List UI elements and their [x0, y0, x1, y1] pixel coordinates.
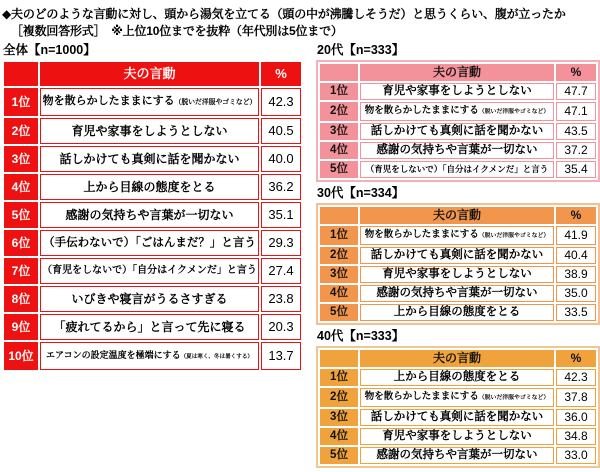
percent-cell: 47.1: [556, 102, 596, 121]
percent-cell: 33.0: [556, 447, 596, 464]
title-line1: ◆夫のどのような言動に対し、頭から湯気を立てる（頭の中が沸騰しそうだ）と思うくらい、腹が立ったか: [2, 7, 566, 21]
rank-cell: 8位: [4, 286, 38, 312]
table-body: [4, 88, 301, 370]
table-body: [320, 226, 596, 321]
age30-section: [316, 186, 600, 325]
rank-cell: 3位: [320, 409, 358, 426]
percent-cell: 27.4: [261, 258, 301, 284]
behavior-cell: 感謝の気持ちや言葉が一切ない: [40, 202, 259, 228]
age30-ranking-table: [316, 203, 600, 325]
rank-cell: 6位: [4, 230, 38, 256]
rank-cell: 1位: [320, 369, 358, 386]
rank-cell: 3位: [320, 266, 358, 283]
behavior-cell: （手伝わないで）「ごはんまだ？」と言う: [40, 230, 259, 256]
behavior-cell: （育児をしないで）「自分はイクメンだ」と言う: [40, 258, 259, 284]
rank-cell: 4位: [4, 174, 38, 200]
behavior-cell: 感謝の気持ちや言葉が一切ない: [360, 285, 554, 302]
rank-cell: 2位: [320, 102, 358, 121]
age20-label: 20代【n=333】: [317, 43, 405, 57]
table-row: [320, 142, 596, 159]
percent-cell: 42.3: [556, 369, 596, 386]
percent-cell: 29.3: [261, 230, 301, 256]
behavior-cell: 上から目線の態度をとる: [360, 369, 554, 386]
percent-cell: 41.9: [556, 226, 596, 245]
percent-cell: 35.0: [556, 285, 596, 302]
table-row: [320, 285, 596, 302]
behavior-cell: 上から目線の態度をとる: [40, 174, 259, 200]
percent-cell: 20.3: [261, 314, 301, 340]
behavior-cell: 感謝の気持ちや言葉が一切ない: [360, 447, 554, 464]
age30-label: 30代【n=334】: [317, 186, 405, 200]
overall-section: [2, 43, 303, 472]
behavior-cell: 物を散らかしたままにする（脱いだ洋服やゴミなど）: [360, 226, 554, 245]
behavior-cell: 物を散らかしたままにする（脱いだ洋服やゴミなど）: [360, 102, 554, 121]
behavior-cell: 「疲れてるから」と言って先に寝る: [40, 314, 259, 340]
behavior-note: （夏は寒く、冬は暑くする）: [180, 354, 253, 360]
table-row: [4, 286, 301, 312]
rank-cell: 2位: [4, 118, 38, 144]
behavior-cell: 物を散らかしたままにする（脱いだ洋服やゴミなど）: [360, 388, 554, 407]
age40-ranking-table: [316, 346, 600, 468]
rank-cell: 5位: [320, 161, 358, 178]
percent-cell: 37.2: [556, 142, 596, 159]
behavior-cell: 育児や家事をしようとしない: [40, 118, 259, 144]
table-header-row: [320, 350, 596, 367]
percent-cell: 23.8: [261, 286, 301, 312]
overall-label: 全体【n=1000】: [3, 43, 96, 57]
rank-cell: 1位: [320, 83, 358, 100]
table-row: [320, 226, 596, 245]
rank-cell: 4位: [320, 285, 358, 302]
behavior-note: （脱いだ洋服やゴミなど）: [478, 233, 550, 239]
rank-cell: 5位: [4, 202, 38, 228]
percent-cell: 13.7: [261, 342, 301, 370]
rank-header-cell: [320, 207, 358, 224]
behavior-cell: エアコンの設定温度を極端にする（夏は寒く、冬は暑くする）: [40, 342, 259, 370]
rank-header-cell: [320, 350, 358, 367]
table-row: [4, 146, 301, 172]
percent-cell: 43.5: [556, 123, 596, 140]
rank-cell: 4位: [320, 428, 358, 445]
table-row: [320, 388, 596, 407]
rank-cell: 3位: [320, 123, 358, 140]
percent-cell: 34.8: [556, 428, 596, 445]
table-header-row: [4, 62, 301, 86]
percent-cell: 40.4: [556, 247, 596, 264]
percent-cell: 33.5: [556, 304, 596, 321]
behavior-cell: 話しかけても真剣に話を聞かない: [360, 123, 554, 140]
behavior-cell: 育児や家事をしようとしない: [360, 428, 554, 445]
overall-ranking-table: [2, 60, 303, 372]
behavior-cell: 育児や家事をしようとしない: [360, 83, 554, 100]
age20-ranking-table: [316, 60, 600, 182]
table-body: [320, 83, 596, 178]
age20-section: [316, 43, 600, 182]
percent-cell: 47.7: [556, 83, 596, 100]
behavior-note: （脱いだ洋服やゴミなど）: [174, 99, 257, 106]
age-group-sections: [316, 43, 600, 472]
table-row: [320, 304, 596, 321]
table-row: [320, 247, 596, 264]
behavior-cell: （育児をしないで）「自分はイクメンだ」と言う: [360, 161, 554, 178]
table-row: [320, 428, 596, 445]
percent-cell: 35.4: [556, 161, 596, 178]
percent-cell: 40.5: [261, 118, 301, 144]
behavior-header-cell: 夫の言動: [360, 350, 554, 367]
table-row: [4, 258, 301, 284]
rank-cell: 7位: [4, 258, 38, 284]
table-row: [4, 118, 301, 144]
behavior-note: （脱いだ洋服やゴミなど）: [478, 109, 550, 115]
percent-cell: 36.2: [261, 174, 301, 200]
percent-header-cell: %: [261, 62, 301, 86]
age40-label: 40代【n=333】: [317, 329, 405, 343]
table-row: [4, 314, 301, 340]
percent-header-cell: %: [556, 207, 596, 224]
behavior-cell: 話しかけても真剣に話を聞かない: [40, 146, 259, 172]
table-row: [320, 102, 596, 121]
behavior-header-cell: 夫の言動: [360, 64, 554, 81]
percent-cell: 37.8: [556, 388, 596, 407]
table-row: [320, 83, 596, 100]
table-row: [4, 230, 301, 256]
table-body: [320, 369, 596, 464]
rank-cell: 3位: [4, 146, 38, 172]
table-row: [320, 266, 596, 283]
table-row: [320, 123, 596, 140]
behavior-cell: 話しかけても真剣に話を聞かない: [360, 409, 554, 426]
percent-cell: 42.3: [261, 88, 301, 116]
behavior-note: （脱いだ洋服やゴミなど）: [478, 395, 550, 401]
rank-header-cell: [4, 62, 38, 86]
behavior-cell: 感謝の気持ちや言葉が一切ない: [360, 142, 554, 159]
age40-section: [316, 329, 600, 468]
percent-cell: 38.9: [556, 266, 596, 283]
table-row: [320, 409, 596, 426]
percent-header-cell: %: [556, 350, 596, 367]
rank-cell: 2位: [320, 247, 358, 264]
table-row: [4, 88, 301, 116]
percent-cell: 35.1: [261, 202, 301, 228]
behavior-cell: 上から目線の態度をとる: [360, 304, 554, 321]
rank-header-cell: [320, 64, 358, 81]
rank-cell: 5位: [320, 447, 358, 464]
table-row: [4, 202, 301, 228]
title-line2: ［複数回答形式］ ※上位10位までを抜粋（年代別は5位まで）: [11, 24, 343, 38]
rank-cell: 1位: [320, 226, 358, 245]
page-title: [2, 5, 598, 39]
rank-cell: 1位: [4, 88, 38, 116]
table-header-row: [320, 207, 596, 224]
table-row: [4, 174, 301, 200]
behavior-cell: 話しかけても真剣に話を聞かない: [360, 247, 554, 264]
behavior-header-cell: 夫の言動: [40, 62, 259, 86]
rank-cell: 4位: [320, 142, 358, 159]
percent-cell: 40.0: [261, 146, 301, 172]
behavior-header-cell: 夫の言動: [360, 207, 554, 224]
table-header-row: [320, 64, 596, 81]
rank-cell: 5位: [320, 304, 358, 321]
table-row: [320, 447, 596, 464]
table-row: [320, 161, 596, 178]
rank-cell: 2位: [320, 388, 358, 407]
percent-header-cell: %: [556, 64, 596, 81]
behavior-cell: 育児や家事をしようとしない: [360, 266, 554, 283]
table-row: [4, 342, 301, 370]
behavior-cell: いびきや寝言がうるさすぎる: [40, 286, 259, 312]
content-area: [2, 43, 598, 472]
rank-cell: 9位: [4, 314, 38, 340]
table-row: [320, 369, 596, 386]
behavior-cell: 物を散らかしたままにする（脱いだ洋服やゴミなど）: [40, 88, 259, 116]
rank-cell: 10位: [4, 342, 38, 370]
percent-cell: 36.0: [556, 409, 596, 426]
